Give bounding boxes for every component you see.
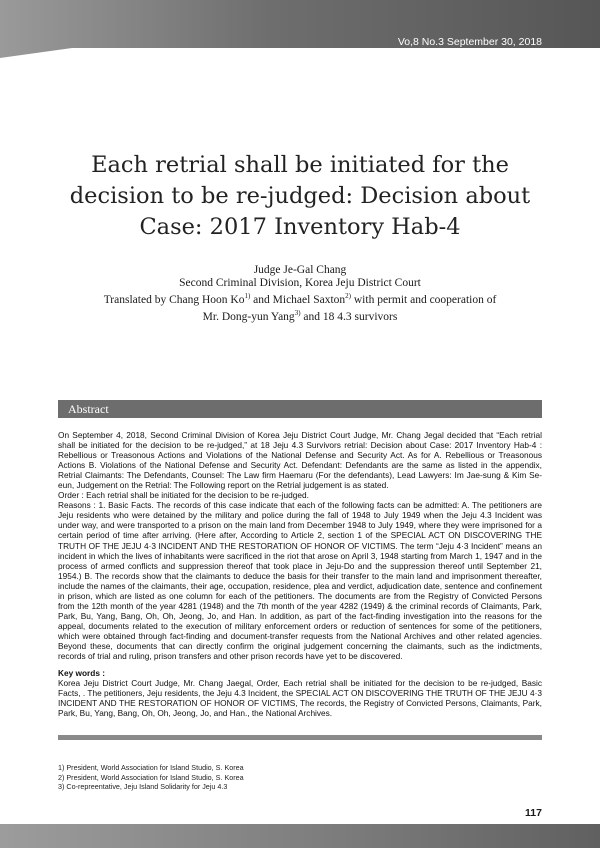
footnote: 1) President, World Association for Island Studio, S. Korea: [58, 763, 244, 772]
author-affiliation: Second Criminal Division, Korea Jeju District Court: [179, 277, 421, 289]
translator-text: with permit and cooperation of: [351, 293, 497, 306]
page-title: [60, 150, 540, 243]
translator-text: Translated by Chang Hoon Ko: [103, 293, 245, 306]
translator-line: [50, 290, 550, 307]
cooperation-line: [50, 307, 550, 324]
keywords-text: Korea Jeju District Court Judge, Mr. Chang Jaegal, Order, Each retrial shall be initiated for the decision to be re-judged, Basic Facts, . The petitioners, Jeju residents, the Jeju 4.3 Incident, the SPECIAL ACT ON DISCOVERING THE TRUTH OF THE JEJU 4·3 INCIDENT AND THE RESTORATION OF HONOR OF VICTIMS, The records, the Registry of Convicted Persons, Claimants, Park, Park, Bu, Yang, Bang, Oh, Oh, Jeong, Jo, and Han., the National Archives.: [58, 678, 542, 719]
title-line: decision to be re-judged: Decision about: [69, 183, 531, 209]
header-notch: [0, 48, 600, 58]
header-band: [0, 0, 600, 58]
abstract-heading: Abstract: [58, 400, 542, 418]
footnote: 3) Co-repreentative, Jeju Island Solidarity for Jeju 4.3: [58, 782, 228, 791]
footer-band: [0, 824, 600, 848]
section-divider: [58, 735, 542, 740]
author-name: Judge Je-Gal Chang: [253, 264, 347, 276]
title-line: Case: 2017 Inventory Hab-4: [139, 214, 461, 240]
abstract-reasons: Reasons : 1. Basic Facts. The records of this case indicate that each of the following facts can be admitted: A. The petitioners are Jeju residents who were detained by the military and police during the fall of 1948 to July 1949 when the Jeju 4.3 Incident was under way, and were transported to a prison on the main land from December 1948 to July 1949, where they were imprisoned for a certain period of time after arriving. (Here after, According to Article 2, section 1 of the SPECIAL ACT ON DISCOVERING THE TRUTH OF THE JEJU 4·3 INCIDENT AND THE RESTORATION OF HONOR OF VICTIMS. The term “Jeju 4·3 Incident” means an incident in which the lives of inhabitants were sacrificed in the riot that arose on April 3, 1948 starting from March 1, 1947 and in the process of armed conflicts and suppression thereof that took place in Jeju-Do and the suppression thereof until September 21, 1954.) B. The records show that the claimants to deduce the basis for their transfer to the main land and imprisonment thereafter, include the names of the claimants, their age, occupation, residence, plea and verdict, adjudication date, sentence and confinement in prison, which are listed as one column for each of the petitioners. The documents are from the Registry of Convicted Persons from the 12th month of the year 4281 (1948) and the 7th month of the year 4282 (1949) & the criminal records of Claimants, Park, Park, Bu, Yang, Bang, Oh, Oh, Jeong, Jo, and Han. In addition, as part of the fact-finding investigation into the reasons for the appeal, documents related to the execution of military enforcement orders or reduction of sentences for some of the petitioners, which were obtained through fact-finding and document-transfer requests from the National Archives and other related agencies. Beyond these, documents that can directly confirm the original judgement concerning the claimants, such as the indictments, records of trial and ruling, prison transfers and other prison records have yet to be discovered.: [58, 500, 542, 662]
page-number: 117: [525, 807, 542, 819]
title-line: Each retrial shall be initiated for the: [91, 152, 509, 178]
footnote-ref: 2): [345, 292, 351, 300]
keywords-heading: Key words :: [58, 668, 106, 679]
abstract-body: [58, 430, 542, 718]
footnote-ref: 3): [294, 308, 301, 317]
footnotes: [58, 763, 542, 792]
abstract-paragraph: On September 4, 2018, Second Criminal Division of Korea Jeju District Court Judge, Mr. Chang Jegal decided that “Each retrial shall be initiated for the decision to be re-judged,” at 18 Jeju 4.3 Survivors retrial: Decision about Case: 2017 Inventory Hab-4 : Rebellious or Treasonous Actions and Violations of the National Defense and Security Act. As for A. Rebellious or Treasonous Actions B. Violations of the National Defense and Security Act. Defendant: Defendants are the same as listed in the appendix, Retrial Claimants: The Defendants, Counsel: The Law firm Haemaru (For the defendants), Lead Lawyers: Im Jae-sung & Kim Se-eun, Judgement on the Retrial: The Following report on the Retrial judgement is as stated.: [58, 430, 542, 491]
cooperation-text: Mr. Dong-yun Yang: [202, 310, 295, 323]
author-block: [50, 264, 550, 324]
translator-text: and Michael Saxton: [250, 293, 346, 306]
issue-info: Vo,8 No.3 September 30, 2018: [397, 36, 542, 48]
footnote-ref: 1): [244, 292, 251, 300]
footnote: 2) President, World Association for Island Studio, S. Korea: [58, 772, 244, 782]
abstract-order: Order : Each retrial shall be initiated for the decision to be re-judged.: [58, 490, 309, 501]
cooperation-text: and 18 4.3 survivors: [300, 310, 398, 323]
